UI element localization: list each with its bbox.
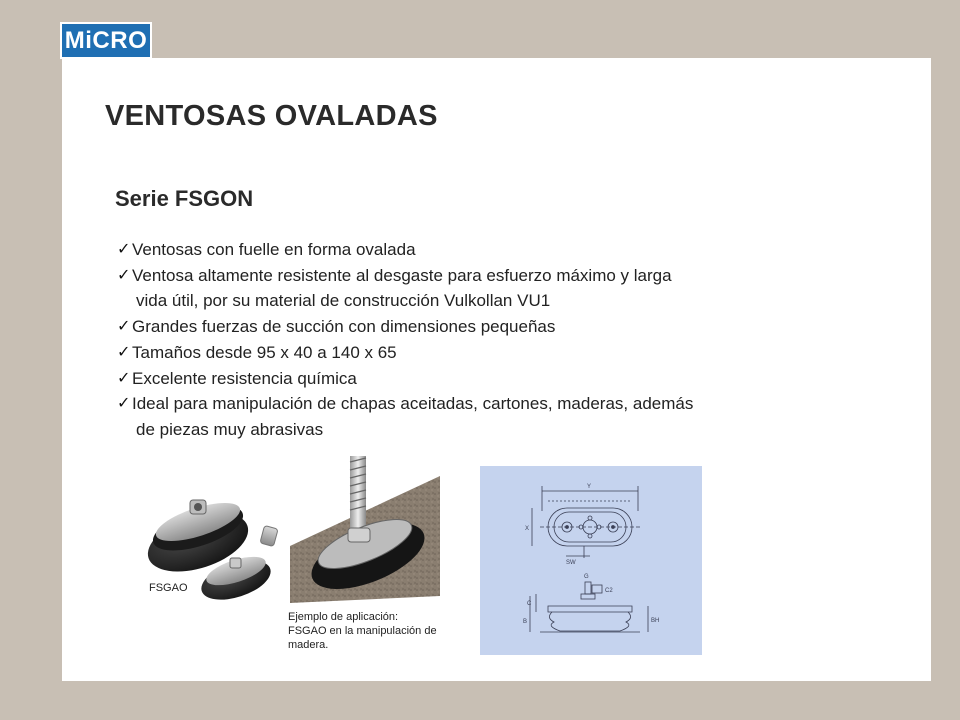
- product-label: FSGAO: [149, 582, 188, 594]
- caption-line: Ejemplo de aplicación: FSGAO en la manipulación de madera.: [288, 611, 437, 651]
- dim-label-y: Y: [587, 484, 592, 490]
- application-illustration: [290, 456, 440, 603]
- micro-logo: MiCRO: [60, 22, 152, 59]
- feature-text: Ventosas con fuelle en forma ovalada: [132, 240, 416, 259]
- feature-item: [115, 340, 875, 366]
- feature-text-continuation: de piezas muy abrasivas: [136, 419, 324, 439]
- dim-label-sw: SW: [566, 560, 576, 566]
- checkmark-icon: ✓: [117, 369, 131, 387]
- dim-label-g: G: [584, 574, 589, 580]
- checkmark-icon: ✓: [117, 318, 131, 336]
- feature-item: [115, 314, 875, 340]
- application-caption: [288, 610, 448, 652]
- feature-item: [115, 391, 875, 442]
- series-subtitle: Serie FSGON: [115, 186, 254, 211]
- dim-label-x: X: [525, 526, 530, 532]
- dim-label-c2: C2: [605, 588, 613, 594]
- feature-item: [115, 237, 875, 263]
- feature-text: Excelente resistencia química: [132, 368, 357, 388]
- feature-item: [115, 263, 875, 314]
- product-photo: [140, 470, 295, 605]
- dimension-drawing: [480, 466, 702, 655]
- dim-label-c: C: [527, 601, 532, 607]
- checkmark-icon: ✓: [117, 343, 131, 361]
- checkmark-icon: ✓: [117, 266, 131, 284]
- feature-item: [115, 366, 875, 392]
- feature-list: [115, 237, 875, 443]
- dim-label-b: B: [523, 619, 528, 625]
- feature-text: Ideal para manipulación de chapas aceitadas, cartones, maderas, además: [132, 394, 694, 414]
- feature-text: Tamaños desde 95 x 40 a 140 x 65: [132, 342, 397, 362]
- checkmark-icon: ✓: [117, 241, 131, 258]
- feature-text: Ventosa altamente resistente al desgaste para esfuerzo máximo y larga: [132, 265, 672, 285]
- checkmark-icon: ✓: [117, 395, 131, 413]
- feature-text-continuation: vida útil, por su material de construcción Vulkollan VU1: [136, 291, 551, 311]
- application-photo: [290, 456, 440, 603]
- page-title: VENTOSAS OVALADAS: [105, 100, 438, 132]
- feature-text: Grandes fuerzas de succión con dimensiones pequeñas: [132, 317, 556, 337]
- technical-drawing: [480, 466, 702, 655]
- dim-label-bh: BH: [651, 618, 660, 624]
- slide-panel: [62, 58, 931, 681]
